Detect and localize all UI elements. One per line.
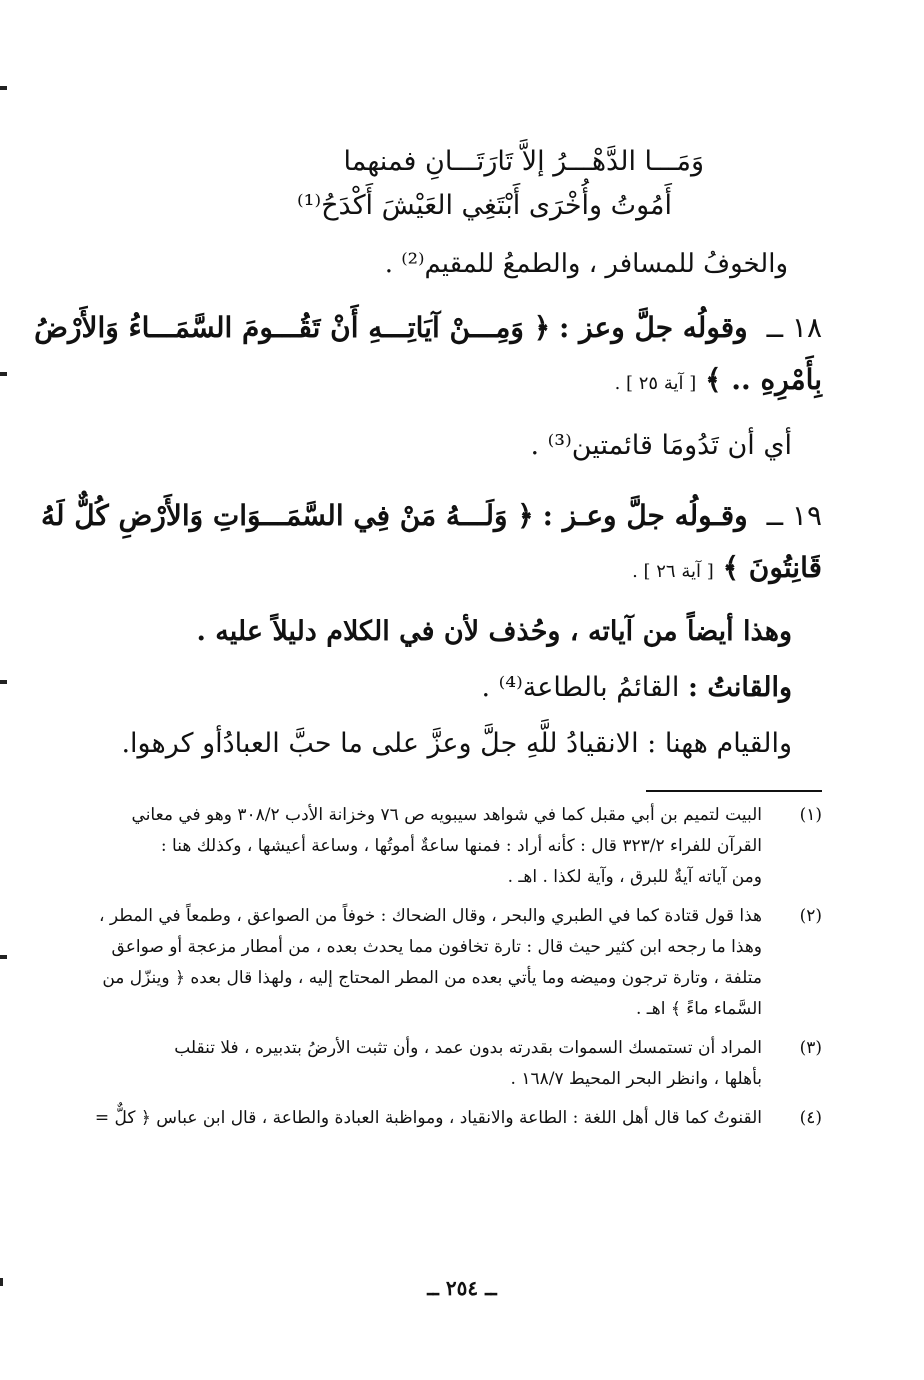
footnote-number: (٤) <box>799 1108 822 1128</box>
footnote-line: ومن آياته آيةٌ للبرق ، وآية لكذا . اهـ . <box>507 867 762 887</box>
aya-reference: [ آية ٢٥ ] . <box>614 373 697 394</box>
paragraph-3: والقيام ههنا : الانقيادُ للَّهِ جلَّ وعزَّ على ما حبَّ العبادُأو كرهوا. <box>121 728 792 759</box>
footnote-number: (٣) <box>799 1038 822 1058</box>
poem-line-2: أَمُوتُ وأُخْرَى أَبْتَغِي العَيْشَ أَكْدَحُ⁽¹⁾ <box>297 190 672 221</box>
footnote-text <box>70 1033 762 1095</box>
poem-line-1: وَمَـــا الدَّهْـــرُ إلاَّ تَارَتَـــانِ فمنهما <box>343 146 704 177</box>
item-19 <box>40 490 822 598</box>
item-line <box>34 302 822 354</box>
footnote-text <box>70 1103 762 1134</box>
footnote-number: (١) <box>799 805 822 825</box>
footnote-text <box>70 800 762 893</box>
footnote-line: القرآن للفراء ٣٢٣/٢ قال : كأنه أراد : فمنها ساعةٌ أموتُها ، وساعة أعيشها ، وكذلك هنا : <box>160 836 762 856</box>
item-quote: ﴿ وَلَـــهُ مَنْ فِي السَّمَـــوَاتِ وَالأَرْضِ كُلٌّ لَهُ <box>40 499 534 532</box>
footnote-line: القنوتُ كما قال أهل اللغة : الطاعة والانقياد ، ومواظبة العبادة والطاعة ، قال ابن عباس ﴿ كلٌّ = <box>94 1108 762 1128</box>
footnote-line: البيت لتميم بن أبي مقبل كما في شواهد سيبويه ص ٧٦ وخزانة الأدب ٣٠٨/٢ وهو في معاني <box>131 805 762 825</box>
footnote-line: المراد أن تستمسك السموات بقدرته بدون عمد ، وأن تثبت الأرضُ بتدبيره ، فلا تنقلب <box>174 1038 762 1058</box>
footnote-1 <box>70 800 822 893</box>
footnote-line: وهذا ما رجحه ابن كثير حيث قال : تارة تخافون مما يحدث بعده ، من أمطار مزعجة أو صواعق <box>111 937 762 957</box>
prose-line: والخوفُ للمسافر ، والطمعُ للمقيم⁽²⁾ . <box>384 249 788 279</box>
item-18 <box>34 302 822 410</box>
edge-mark <box>0 372 7 376</box>
footnote-line: السَّماء ماءً ﴾ اهـ . <box>636 999 762 1019</box>
footnote-line: هذا قول قتادة كما في الطبري والبحر ، وقال الضحاك : خوفاً من الصواعق ، وطمعاً في المطر ، <box>99 906 762 926</box>
footnote-number: (٢) <box>799 906 822 926</box>
aya-reference: [ آية ٢٦ ] . <box>632 561 714 582</box>
item-line <box>70 542 822 598</box>
item-line <box>70 354 822 410</box>
footnote-text <box>70 901 762 1025</box>
paragraph-2 <box>70 660 822 716</box>
footnote-line: بأهلها ، وانظر البحر المحيط ١٦٨/٧ . <box>510 1069 762 1089</box>
explanation-18: أي أن تَدُومَا قائمتين⁽³⁾ . <box>530 430 792 461</box>
item-quote-end: قَانِتُونَ ﴾ <box>722 551 822 584</box>
item-line <box>40 490 822 542</box>
footnote-4 <box>70 1103 822 1134</box>
item-lead: وقـولُه جلَّ وعـز : <box>542 499 748 532</box>
item-quote-end: بِأَمْرِهِ .. ﴾ <box>705 363 822 396</box>
item-lead: وقولُه جلَّ وعز : <box>559 311 748 344</box>
item-number: ١٨ ــ <box>766 311 822 344</box>
page-number: ــ ٢٥٤ ــ <box>427 1276 497 1300</box>
edge-mark <box>0 680 7 684</box>
footnote-separator <box>646 790 822 792</box>
footnote-line: متلفة ، وتارة ترجون وميضه وما يأتي بعده من المطر المحتاج إليه ، ولهذا قال بعده ﴿ وينزّل من <box>102 968 762 988</box>
footnote-3 <box>70 1033 822 1095</box>
edge-mark <box>0 955 7 959</box>
paragraph-1: وهذا أيضاً من آياته ، وحُذف لأن في الكلام دليلاً عليه . <box>196 616 792 647</box>
item-number: ١٩ ــ <box>766 499 822 532</box>
item-quote: ﴿ وَمِـــنْ آيَاتِـــهِ أَنْ تَقُـــومَ السَّمَـــاءُ وَالأَرْضُ <box>34 311 551 344</box>
page-body <box>34 140 822 1134</box>
edge-mark <box>0 86 7 90</box>
footnote-2 <box>70 901 822 1025</box>
term-bold: والقانتُ : <box>687 672 792 703</box>
term-definition: القائمُ بالطاعة⁽⁴⁾ . <box>481 672 680 703</box>
